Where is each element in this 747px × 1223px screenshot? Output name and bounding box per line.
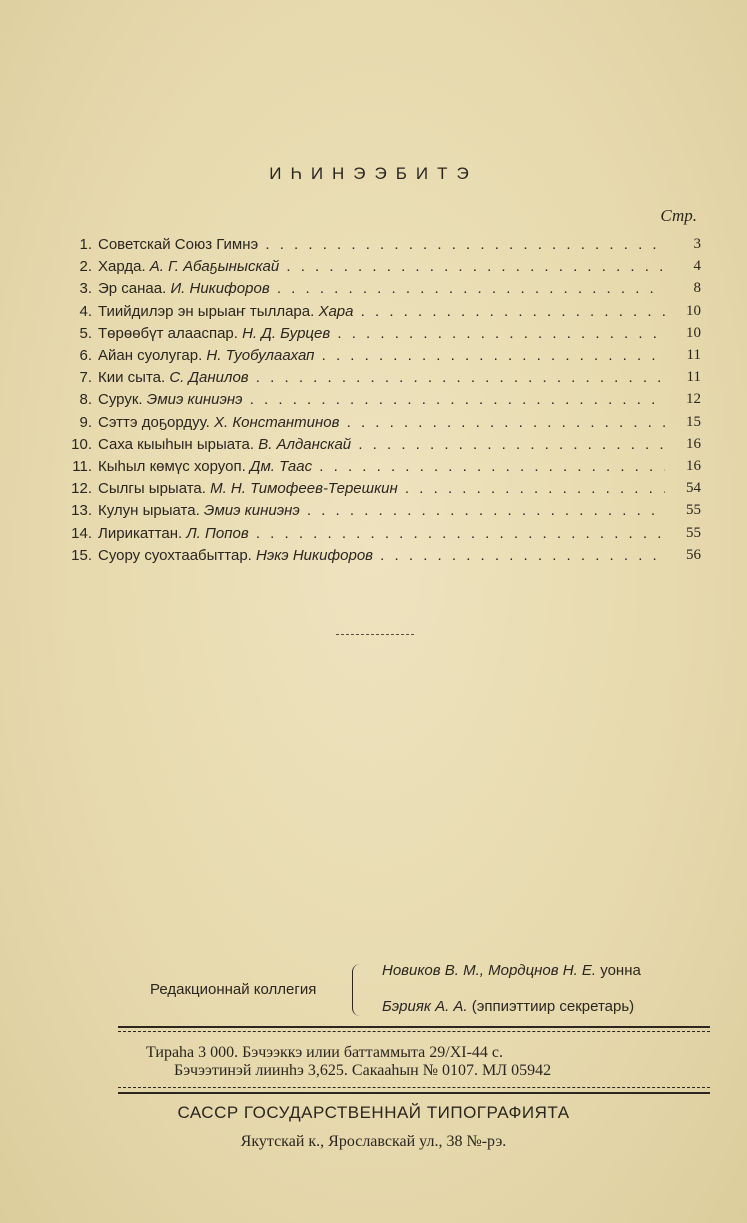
toc-page-number: 56 <box>686 546 701 563</box>
toc-author: Х. Константинов <box>213 413 340 431</box>
toc-page-number: 55 <box>686 524 701 541</box>
editorial-label: Редакционнай коллегия <box>150 981 317 998</box>
toc-title: Айан суолугар. <box>98 347 207 364</box>
toc-author: Эмиэ киниэнэ <box>203 502 300 520</box>
toc-page-number: 8 <box>693 280 701 297</box>
toc-title: Советскай Союз Гимнэ <box>98 236 259 253</box>
toc-title: Төрөөбүт алааспар. <box>98 324 243 342</box>
page-column-label: Стр. <box>660 206 697 225</box>
toc-title: Эр санаа. <box>98 280 171 298</box>
editorial-members-line <box>382 962 641 979</box>
toc-title: Саха кыыһын ырыата. <box>98 435 259 453</box>
toc-entry <box>98 458 665 475</box>
toc-row <box>0 391 747 413</box>
toc-entry <box>98 325 665 342</box>
toc-title: Лирикаттан. <box>98 524 187 542</box>
toc-page-number: 54 <box>686 480 701 497</box>
toc-author: Н. Д. Бурцев <box>242 324 331 342</box>
toc-author: Л. Попов <box>186 524 249 542</box>
toc-author: А. Г. Абаҕыныскай <box>149 258 280 276</box>
toc-page-number: 10 <box>686 302 701 319</box>
toc-row <box>0 303 747 325</box>
editorial-board <box>0 960 747 1020</box>
toc-number: 8. <box>79 391 92 409</box>
toc-author: М. Н. Тимофеев-Терешкин <box>210 480 398 498</box>
toc-title: Кыһыл көмүс хоруоп. <box>98 458 250 475</box>
imprint-rule-bottom-dashed <box>118 1087 710 1088</box>
toc-row <box>0 236 747 258</box>
toc-page-number: 4 <box>693 258 701 275</box>
toc-title: Сурук. <box>98 391 147 409</box>
toc-row <box>0 480 747 502</box>
toc-author: В. Алданскай <box>258 435 352 453</box>
brace-icon <box>352 964 363 1016</box>
toc-number: 6. <box>79 347 92 364</box>
printer-name: САССР ГОСУДАРСТВЕННАЙ ТИПОГРАФИЯТА <box>177 1103 570 1122</box>
toc-title: Кулун ырыата. <box>98 502 204 520</box>
toc-entry <box>98 547 665 564</box>
toc-page-number: 55 <box>686 502 701 519</box>
toc-row <box>0 458 747 480</box>
toc-number: 2. <box>79 258 92 276</box>
toc-number: 4. <box>79 302 92 320</box>
toc-row <box>0 525 747 547</box>
toc-author: Нэкэ Никифоров <box>256 546 374 564</box>
imprint-rule-top-dashed <box>118 1031 710 1032</box>
toc-number: 1. <box>79 236 92 253</box>
toc-entry <box>98 480 665 497</box>
signature-info: Бэчээтинэй лиинһэ 3,625. Сакааһын № 0107. МЛ 05942 <box>174 1062 552 1079</box>
editorial-names: Новиков В. М., Мордцнов Н. Е. <box>382 962 597 979</box>
toc-entry <box>98 347 665 364</box>
toc-entry <box>98 280 665 297</box>
toc-author: Н. Туобулаахап <box>206 347 315 364</box>
secretary-role: (эппиэттиир секретарь) <box>467 998 635 1015</box>
toc-page-number: 11 <box>686 347 701 363</box>
toc-author: И. Никифоров <box>170 280 270 298</box>
toc-author: Хара <box>318 302 354 320</box>
editorial-secretary-line <box>382 998 634 1015</box>
toc-row <box>0 369 747 391</box>
toc-row <box>0 280 747 302</box>
secretary-name: Бэрияк А. А. <box>382 998 468 1015</box>
toc-number: 3. <box>79 280 92 298</box>
toc-title: Сэттэ доҕордуу. <box>98 413 214 431</box>
toc-row <box>0 547 747 569</box>
toc-number: 15. <box>71 546 92 564</box>
toc-entry <box>98 525 665 542</box>
toc-number: 7. <box>79 369 92 387</box>
imprint-rule-top <box>118 1026 710 1028</box>
toc-entry <box>98 436 665 453</box>
printer-address: Якутскай к., Ярославскай ул., 38 №-рэ. <box>240 1133 507 1150</box>
toc-title: Сылгы ырыата. <box>98 480 211 498</box>
toc-entry <box>98 236 665 253</box>
toc-page-number: 3 <box>693 236 701 252</box>
toc-page-number: 11 <box>686 369 701 386</box>
toc-author: Эмиэ киниэнэ <box>146 391 243 409</box>
section-divider <box>336 634 414 635</box>
toc-entry <box>98 369 665 386</box>
toc-row <box>0 258 747 280</box>
imprint-rule-bottom <box>118 1092 710 1094</box>
toc-row <box>0 502 747 524</box>
toc-title: Суору суохтаабыттар. <box>98 546 257 564</box>
toc-entry <box>98 502 665 519</box>
toc-number: 11. <box>72 458 92 475</box>
toc-number: 14. <box>71 524 92 542</box>
toc-title: Тиийдилэр эн ырыаҥ тыллара. <box>98 302 319 320</box>
toc-page-number: 16 <box>686 435 701 452</box>
toc-number: 9. <box>79 413 92 431</box>
toc-number: 10. <box>71 435 92 453</box>
editorial-conj: уонна <box>596 962 641 979</box>
toc-row <box>0 414 747 436</box>
toc-row <box>0 436 747 458</box>
toc-page-number: 10 <box>686 324 701 341</box>
toc-number: 13. <box>71 502 92 520</box>
toc-page-number: 15 <box>686 413 701 430</box>
toc-entry <box>98 414 665 431</box>
toc-row <box>0 347 747 369</box>
toc-row <box>0 325 747 347</box>
toc-author: С. Данилов <box>169 369 249 387</box>
toc-entry <box>98 391 665 408</box>
toc-title: Кии сыта. <box>98 369 170 387</box>
toc-title: Харда. <box>98 258 150 276</box>
contents-title: ИҺИНЭЭБИТЭ <box>269 164 478 183</box>
toc-page-number: 12 <box>686 391 701 408</box>
toc-number: 12. <box>71 480 92 498</box>
toc-number: 5. <box>79 324 92 342</box>
toc-author: Дм. Таас <box>249 458 313 475</box>
toc-entry <box>98 258 665 275</box>
print-run-info: Тираһа 3 000. Бэчээккэ илии баттаммыта 29/XI-44 с. <box>146 1044 504 1061</box>
toc-entry <box>98 303 665 320</box>
toc-page-number: 16 <box>686 458 701 474</box>
